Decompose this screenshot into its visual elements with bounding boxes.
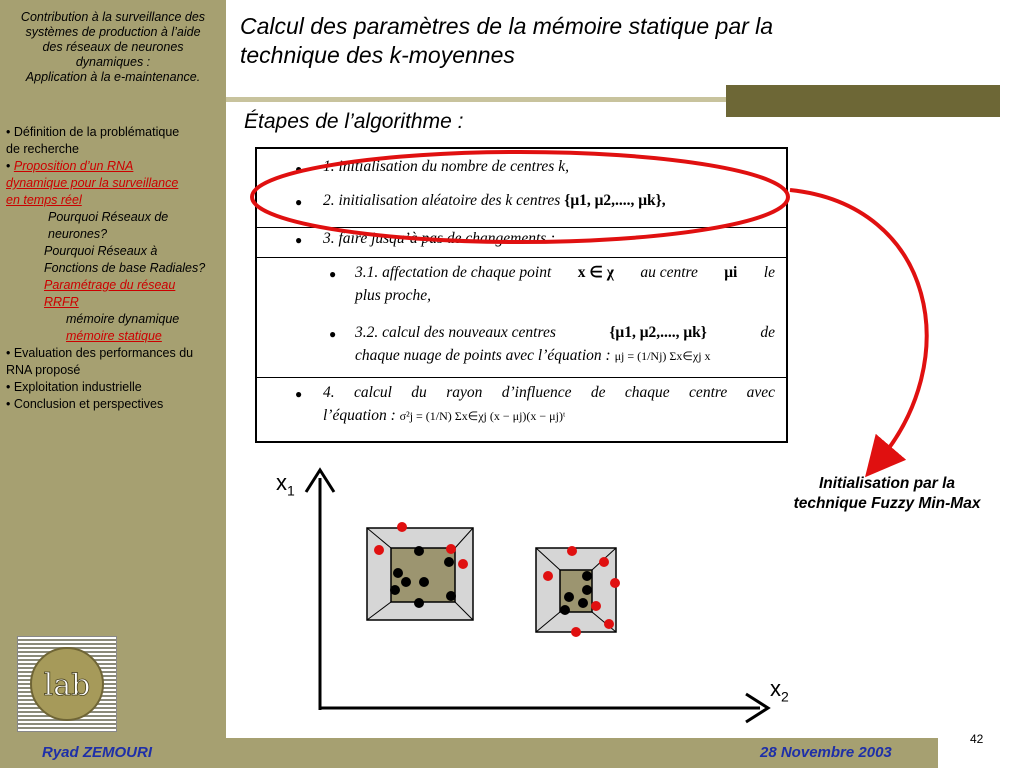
nav-item-problem[interactable]: • Définition de la problématique bbox=[6, 125, 180, 139]
slide-title-line: technique des k-moyennes bbox=[240, 42, 515, 68]
step-3-1-text-a: 3.1. affectation de chaque point bbox=[355, 264, 552, 281]
data-point-red bbox=[591, 601, 601, 611]
data-point-red bbox=[397, 522, 407, 532]
data-point bbox=[419, 577, 429, 587]
step-3-2-text-c: chaque nuage de points avec l’équation : bbox=[355, 347, 611, 364]
nav-item-why-nn[interactable]: Pourquoi Réseaux de bbox=[48, 210, 169, 224]
sidebar-title-line: Contribution à la surveillance des bbox=[20, 10, 206, 24]
nav-link-proposal-cont[interactable]: dynamique pour la surveillance bbox=[6, 176, 179, 190]
logo-text: lab bbox=[43, 668, 91, 703]
nav-link-static-memory[interactable]: mémoire statique bbox=[66, 329, 162, 343]
nav-item-why-rbf-cont: Fonctions de base Radiales? bbox=[44, 261, 206, 275]
page-number: 42 bbox=[970, 732, 984, 746]
step-4-equation: σ²j = (1/N) Σx∈χj (x − μj)(x − μj)ᵗ bbox=[399, 409, 566, 423]
data-point bbox=[390, 585, 400, 595]
bullet: ● bbox=[295, 387, 303, 401]
nav-link-rrfr[interactable]: RRFR bbox=[44, 295, 79, 309]
step-3-2-math: {μ1, μ2,...., μk} bbox=[609, 324, 707, 341]
step-3-2-text-b: de bbox=[760, 324, 775, 341]
data-point bbox=[560, 605, 570, 615]
annotation-line: technique Fuzzy Min-Max bbox=[793, 495, 981, 512]
x-axis-letter: x bbox=[770, 676, 781, 701]
step-3-1-math-a: x ∈ χ bbox=[577, 264, 614, 281]
step-3-1-text-b: au centre bbox=[640, 264, 698, 281]
data-point bbox=[414, 598, 424, 608]
nav-link-proposal-cont2[interactable]: en temps réel bbox=[6, 193, 82, 207]
step-3-2-equation: μj = (1/Nj) Σx∈χj x bbox=[614, 349, 711, 363]
bullet: ● bbox=[295, 233, 303, 247]
data-point bbox=[393, 568, 403, 578]
data-point-red bbox=[599, 557, 609, 567]
y-axis-label bbox=[276, 470, 295, 498]
data-point bbox=[564, 592, 574, 602]
slide-title-line: Calcul des paramètres de la mémoire statique par la bbox=[240, 13, 774, 39]
nav-item-dynamic-memory[interactable]: mémoire dynamique bbox=[66, 312, 180, 326]
y-axis-letter: x bbox=[276, 470, 287, 495]
data-point bbox=[414, 546, 424, 556]
sidebar-title-line: Application à la e-maintenance. bbox=[25, 70, 201, 84]
nav-item-conclusion[interactable]: • Conclusion et perspectives bbox=[6, 397, 164, 411]
sidebar-title-line: dynamiques : bbox=[75, 55, 151, 69]
nav-item-why-rbf[interactable]: Pourquoi Réseaux à bbox=[44, 244, 158, 258]
data-point bbox=[578, 598, 588, 608]
data-point-red bbox=[604, 619, 614, 629]
x-axis-subscript: 2 bbox=[781, 688, 789, 705]
step-3-1-text-c: le bbox=[763, 264, 775, 281]
step-1: 1. initialisation du nombre de centres k, bbox=[323, 158, 569, 175]
nav-item-evaluation[interactable]: • Evaluation des performances du bbox=[6, 346, 194, 360]
nav-item-evaluation-cont: RNA proposé bbox=[6, 363, 81, 377]
nav-item-why-nn-cont: neurones? bbox=[48, 227, 108, 241]
nav-link-params[interactable]: Paramétrage du réseau bbox=[44, 278, 176, 292]
data-point bbox=[582, 585, 592, 595]
step-3: 3. faire jusqu’à pas de changements : bbox=[323, 230, 556, 247]
data-point bbox=[582, 571, 592, 581]
step-3-2-text-a: 3.2. calcul des nouveaux centres bbox=[355, 324, 556, 341]
y-axis-subscript: 1 bbox=[287, 482, 295, 499]
step-3-1-text-d: plus proche, bbox=[355, 287, 432, 304]
step-3-1-math-b: μi bbox=[724, 264, 738, 281]
footer-author: Ryad ZEMOURI bbox=[42, 744, 153, 761]
section-subtitle: Étapes de l’algorithme : bbox=[244, 110, 464, 133]
data-point-red bbox=[571, 627, 581, 637]
data-point-red bbox=[543, 571, 553, 581]
bullet: ● bbox=[295, 162, 303, 176]
nav-link-proposal[interactable]: Proposition d’un RNA bbox=[13, 159, 134, 173]
step-2-text: 2. initialisation aléatoire des k centres bbox=[323, 192, 561, 209]
data-point-red bbox=[374, 545, 384, 555]
data-point-red bbox=[610, 578, 620, 588]
step-4-text-a: 4. calcul du rayon d’influence de chaque centre avec bbox=[323, 384, 775, 401]
step-4-text-b: l’équation : bbox=[323, 407, 396, 424]
sidebar-title-line: systèmes de production à l’aide bbox=[25, 25, 201, 39]
nav-bullet: • bbox=[6, 159, 14, 173]
annotation-line: Initialisation par la bbox=[818, 475, 956, 492]
data-point-red bbox=[446, 544, 456, 554]
nav-item-problem-cont: de recherche bbox=[6, 142, 79, 156]
data-point bbox=[446, 591, 456, 601]
x-axis-label bbox=[770, 676, 789, 704]
annotation-arrow bbox=[790, 190, 927, 462]
sidebar-title-line: des réseaux de neurones bbox=[42, 40, 184, 54]
highlight-ellipse bbox=[252, 152, 788, 242]
data-point bbox=[401, 577, 411, 587]
data-point-red bbox=[567, 546, 577, 556]
footer-date: 28 Novembre 2003 bbox=[760, 744, 892, 761]
bullet: ● bbox=[295, 195, 303, 209]
bullet: ● bbox=[329, 327, 337, 341]
data-point-red bbox=[458, 559, 468, 569]
step-2-math: {μ1, μ2,...., μk}, bbox=[564, 192, 666, 209]
bullet: ● bbox=[329, 267, 337, 281]
data-point bbox=[444, 557, 454, 567]
nav-item-industrial[interactable]: • Exploitation industrielle bbox=[6, 380, 142, 394]
